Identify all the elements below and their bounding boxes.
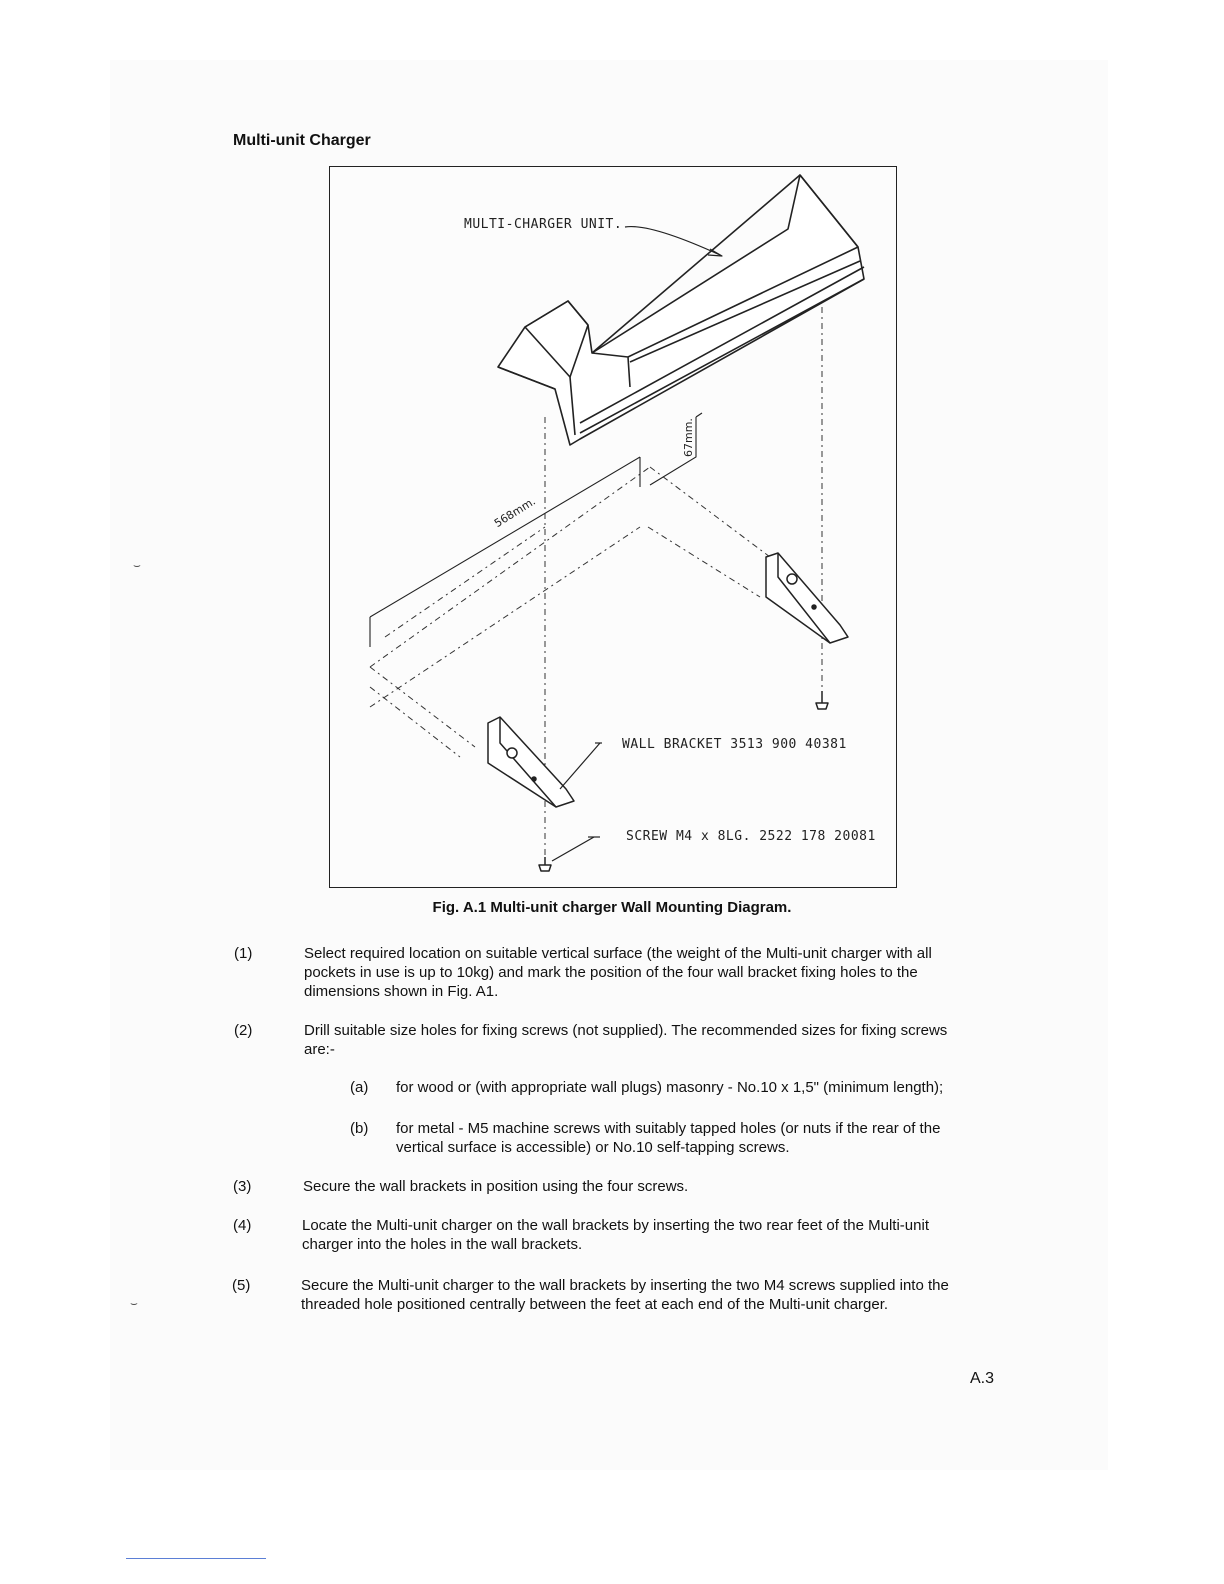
height-dimension-label: 67mm. [682, 418, 695, 457]
step-line: charger into the holes in the wall brackets. [302, 1236, 583, 1253]
step-text [301, 1276, 1004, 1314]
scan-margin-mark: ⌣ [133, 558, 141, 572]
wall-mounting-diagram [329, 166, 897, 888]
step-number: (1) [234, 945, 253, 962]
step-line: pockets in use is up to 10kg) and mark the position of the four wall bracket fixing holes to the [304, 964, 918, 981]
step-line: Secure the wall brackets in position using the four screws. [303, 1178, 689, 1195]
step-line: Locate the Multi-unit charger on the wall brackets by inserting the two rear feet of the Multi-unit [302, 1217, 929, 1234]
step-number: (2) [234, 1022, 253, 1039]
step-line: are:- [304, 1041, 335, 1058]
substep-text [396, 1078, 1000, 1097]
step-text [303, 1177, 1003, 1196]
step-line: for metal - M5 machine screws with suitably tapped holes (or nuts if the rear of the [396, 1120, 941, 1137]
step-line: vertical surface is accessible) or No.10 self-tapping screws. [396, 1139, 790, 1156]
step-number: (3) [233, 1178, 252, 1195]
scan-margin-mark: ⌣ [130, 1296, 138, 1310]
figure-caption: Fig. A.1 Multi-unit charger Wall Mounting Diagram. [432, 899, 792, 916]
step-line: for wood or (with appropriate wall plugs) masonry - No.10 x 1,5" (minimum length); [396, 1079, 944, 1096]
charger-unit-label: MULTI-CHARGER UNIT. [464, 217, 623, 232]
step-number: (4) [233, 1217, 252, 1234]
step-line: dimensions shown in Fig. A1. [304, 983, 499, 1000]
step-line: Select required location on suitable vertical surface (the weight of the Multi-unit charger with all [304, 945, 932, 962]
diagram-drawing [330, 167, 898, 889]
wall-bracket-label: WALL BRACKET 3513 900 40381 [622, 737, 847, 752]
screw-label: SCREW M4 x 8LG. 2522 178 20081 [626, 829, 876, 844]
charger-unit-drawing [498, 175, 864, 445]
section-heading: Multi-unit Charger [233, 132, 371, 149]
step-text [304, 1021, 1004, 1059]
step-line: threaded hole positioned centrally between the feet at each end of the Multi-unit charger. [301, 1296, 889, 1313]
substep-letter: (a) [350, 1079, 369, 1096]
footer-rule [126, 1558, 266, 1559]
step-line: Drill suitable size holes for fixing screws (not supplied). The recommended sizes for fixing screws [304, 1022, 948, 1039]
step-line: Secure the Multi-unit charger to the wall brackets by inserting the two M4 screws supplied into the [301, 1277, 949, 1294]
step-number: (5) [232, 1277, 251, 1294]
page-number: A.3 [970, 1370, 995, 1387]
width-dimension-label: 568mm. [492, 494, 538, 531]
substep-letter: (b) [350, 1120, 369, 1137]
substep-text [396, 1119, 1000, 1157]
step-text [302, 1216, 1003, 1254]
step-text [304, 944, 1004, 1001]
